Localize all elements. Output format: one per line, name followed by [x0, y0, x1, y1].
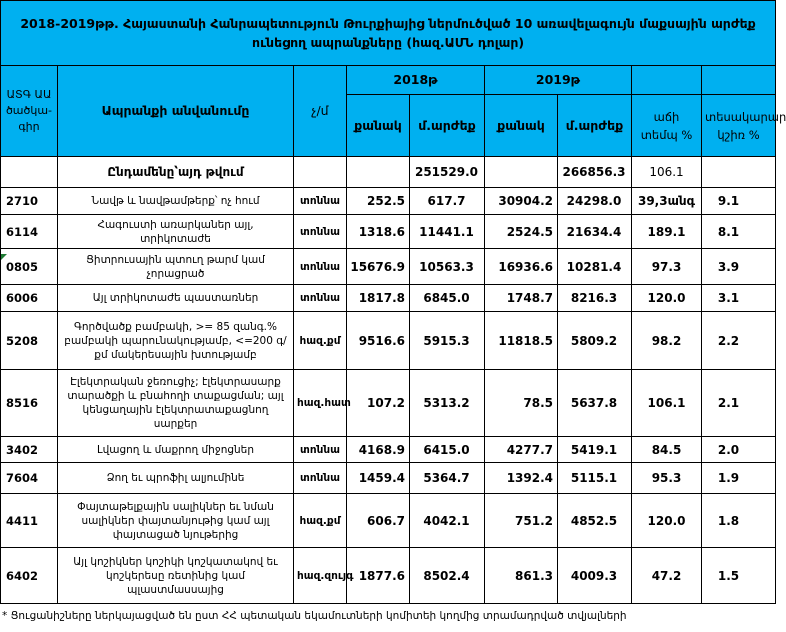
row-share: 1.8	[702, 494, 776, 548]
row-code: 2710	[1, 188, 58, 215]
header-growth-top	[632, 66, 702, 95]
row-qty-2019: 4277.7	[485, 437, 558, 463]
row-qty-2018: 606.7	[347, 494, 410, 548]
row-value-2019: 5115.1	[558, 463, 632, 494]
row-qty-2019: 16936.6	[485, 249, 558, 285]
row-qty-2019: 1392.4	[485, 463, 558, 494]
row-growth: 97.3	[632, 249, 702, 285]
row-value-2019: 4852.5	[558, 494, 632, 548]
header-unit: չ/մ	[294, 66, 347, 157]
row-unit: հազ.քմ	[294, 494, 347, 548]
row-code: 6006	[1, 285, 58, 312]
row-unit: տոննա	[294, 249, 347, 285]
table-title: 2018-2019թթ. Հայաստանի Հանրապետություն Թուրքիայից ներմուծված 10 առավելագույն մաքսային արժեք ունեցող ապրանքները (հազ.ԱՄՆ դոլար)	[1, 1, 776, 66]
total-share	[702, 157, 776, 188]
table-row	[1, 285, 776, 312]
row-value-2018: 4042.1	[410, 494, 485, 548]
row-value-2018: 6415.0	[410, 437, 485, 463]
row-unit: հազ.քմ	[294, 312, 347, 370]
header-year-2019: 2019թ	[485, 66, 632, 95]
row-qty-2019: 861.3	[485, 548, 558, 604]
row-unit: տոննա	[294, 463, 347, 494]
row-code: 5208	[1, 312, 58, 370]
table-row	[1, 437, 776, 463]
row-growth: 120.0	[632, 494, 702, 548]
row-growth: 47.2	[632, 548, 702, 604]
table-row	[1, 370, 776, 437]
row-unit: տոննա	[294, 188, 347, 215]
row-share: 3.9	[702, 249, 776, 285]
row-qty-2018: 252.5	[347, 188, 410, 215]
total-unit	[294, 157, 347, 188]
row-qty-2019: 1748.7	[485, 285, 558, 312]
row-qty-2018: 1817.8	[347, 285, 410, 312]
row-name: Գործվածք բամբակի, >= 85 զանգ.% բամբակի պարունակությամբ, <=200 գ/քմ մակերեսային խտությամբ	[58, 312, 294, 370]
row-unit: հազ.հատ	[294, 370, 347, 437]
row-qty-2018: 9516.6	[347, 312, 410, 370]
row-unit: հազ.զույգ	[294, 548, 347, 604]
table-row	[1, 312, 776, 370]
row-value-2019: 8216.3	[558, 285, 632, 312]
row-qty-2018: 1318.6	[347, 215, 410, 249]
row-qty-2019: 11818.5	[485, 312, 558, 370]
row-growth: 84.5	[632, 437, 702, 463]
row-share: 9.1	[702, 188, 776, 215]
row-value-2019: 10281.4	[558, 249, 632, 285]
row-growth: 39,3անգ	[632, 188, 702, 215]
row-name: Այլ տրիկոտաժե պաստառներ	[58, 285, 294, 312]
total-row	[1, 157, 776, 188]
header-value-2019: մ.արժեք	[558, 95, 632, 157]
table-row	[1, 548, 776, 604]
row-unit: տոննա	[294, 215, 347, 249]
row-qty-2018: 107.2	[347, 370, 410, 437]
row-growth: 95.3	[632, 463, 702, 494]
row-code: 0805	[1, 249, 58, 285]
row-code: 6402	[1, 548, 58, 604]
row-growth: 189.1	[632, 215, 702, 249]
row-value-2018: 11441.1	[410, 215, 485, 249]
row-qty-2019: 2524.5	[485, 215, 558, 249]
cell-comment-marker	[1, 254, 7, 260]
row-value-2018: 5915.3	[410, 312, 485, 370]
header-name: Ապրանքի անվանումը	[58, 66, 294, 157]
row-share: 2.2	[702, 312, 776, 370]
row-name: Էլեկտրական ջեռուցիչ; էլեկտրասարք տարածքի և բնահողի տաքացման; այլ կենցաղային էլեկտրատաքացնող սարքեր	[58, 370, 294, 437]
row-qty-2018: 1877.6	[347, 548, 410, 604]
row-qty-2018: 1459.4	[347, 463, 410, 494]
row-value-2019: 21634.4	[558, 215, 632, 249]
header-share-top	[702, 66, 776, 95]
header-qty-2019: քանակ	[485, 95, 558, 157]
row-qty-2019: 751.2	[485, 494, 558, 548]
row-growth: 106.1	[632, 370, 702, 437]
row-growth: 120.0	[632, 285, 702, 312]
row-value-2018: 6845.0	[410, 285, 485, 312]
row-name: Նավթ և նավթամթերք՝ ոչ հում	[58, 188, 294, 215]
header-qty-2018: քանակ	[347, 95, 410, 157]
row-name: Փայտաթելքային սալիկներ եւ նման սալիկներ փայտանյութից կամ այլ փայտացած նյութերից	[58, 494, 294, 548]
total-value-2019: 266856.3	[558, 157, 632, 188]
total-code	[1, 157, 58, 188]
header-share: տեսակարար կշիռ %	[702, 95, 776, 157]
header-growth: աճի տեմպ %	[632, 95, 702, 157]
row-unit: տոննա	[294, 285, 347, 312]
total-qty-2018	[347, 157, 410, 188]
row-qty-2019: 30904.2	[485, 188, 558, 215]
row-name: Ցիտրուսային պտուղ թարմ կամ չորացրած	[58, 249, 294, 285]
row-name: Հագուստի առարկաներ այլ, տրիկոտաժե	[58, 215, 294, 249]
row-code: 4411	[1, 494, 58, 548]
header-year-2018: 2018թ	[347, 66, 485, 95]
header-code: ԱՏԳ ԱԱ ծածկա-գիր	[1, 66, 58, 157]
row-share: 8.1	[702, 215, 776, 249]
row-share: 1.5	[702, 548, 776, 604]
row-code: 7604	[1, 463, 58, 494]
table-body	[1, 188, 776, 604]
row-code: 8516	[1, 370, 58, 437]
row-value-2018: 617.7	[410, 188, 485, 215]
row-qty-2018: 15676.9	[347, 249, 410, 285]
row-growth: 98.2	[632, 312, 702, 370]
row-share: 2.0	[702, 437, 776, 463]
row-name: Լվացող և մաքրող միջոցներ	[58, 437, 294, 463]
row-qty-2019: 78.5	[485, 370, 558, 437]
row-value-2018: 5364.7	[410, 463, 485, 494]
row-value-2019: 5809.2	[558, 312, 632, 370]
row-share: 1.9	[702, 463, 776, 494]
table-row	[1, 494, 776, 548]
row-value-2018: 8502.4	[410, 548, 485, 604]
row-name: Այլ կոշիկներ կոշիկի կոշկատակով եւ կոշկերեսը ռետինից կամ պլաստմասսայից	[58, 548, 294, 604]
row-value-2019: 4009.3	[558, 548, 632, 604]
table-row	[1, 215, 776, 249]
row-code: 3402	[1, 437, 58, 463]
row-unit: տոննա	[294, 437, 347, 463]
table-row	[1, 188, 776, 215]
footnote: * Ցուցանիշները ներկայացված են ըստ ՀՀ պետական եկամուտների կոմիտեի կողմից տրամադրված տվյալների	[2, 610, 627, 622]
row-value-2018: 5313.2	[410, 370, 485, 437]
row-value-2019: 5419.1	[558, 437, 632, 463]
row-value-2019: 5637.8	[558, 370, 632, 437]
row-value-2019: 24298.0	[558, 188, 632, 215]
total-value-2018: 251529.0	[410, 157, 485, 188]
total-growth: 106.1	[632, 157, 702, 188]
row-qty-2018: 4168.9	[347, 437, 410, 463]
table-row	[1, 249, 776, 285]
header-value-2018: մ.արժեք	[410, 95, 485, 157]
row-code: 6114	[1, 215, 58, 249]
row-name: Ձող եւ պրոֆիլ ալյումինե	[58, 463, 294, 494]
row-value-2018: 10563.3	[410, 249, 485, 285]
total-qty-2019	[485, 157, 558, 188]
total-label: Ընդամենը՝այդ թվում	[58, 157, 294, 188]
row-share: 3.1	[702, 285, 776, 312]
row-share: 2.1	[702, 370, 776, 437]
table-row	[1, 463, 776, 494]
